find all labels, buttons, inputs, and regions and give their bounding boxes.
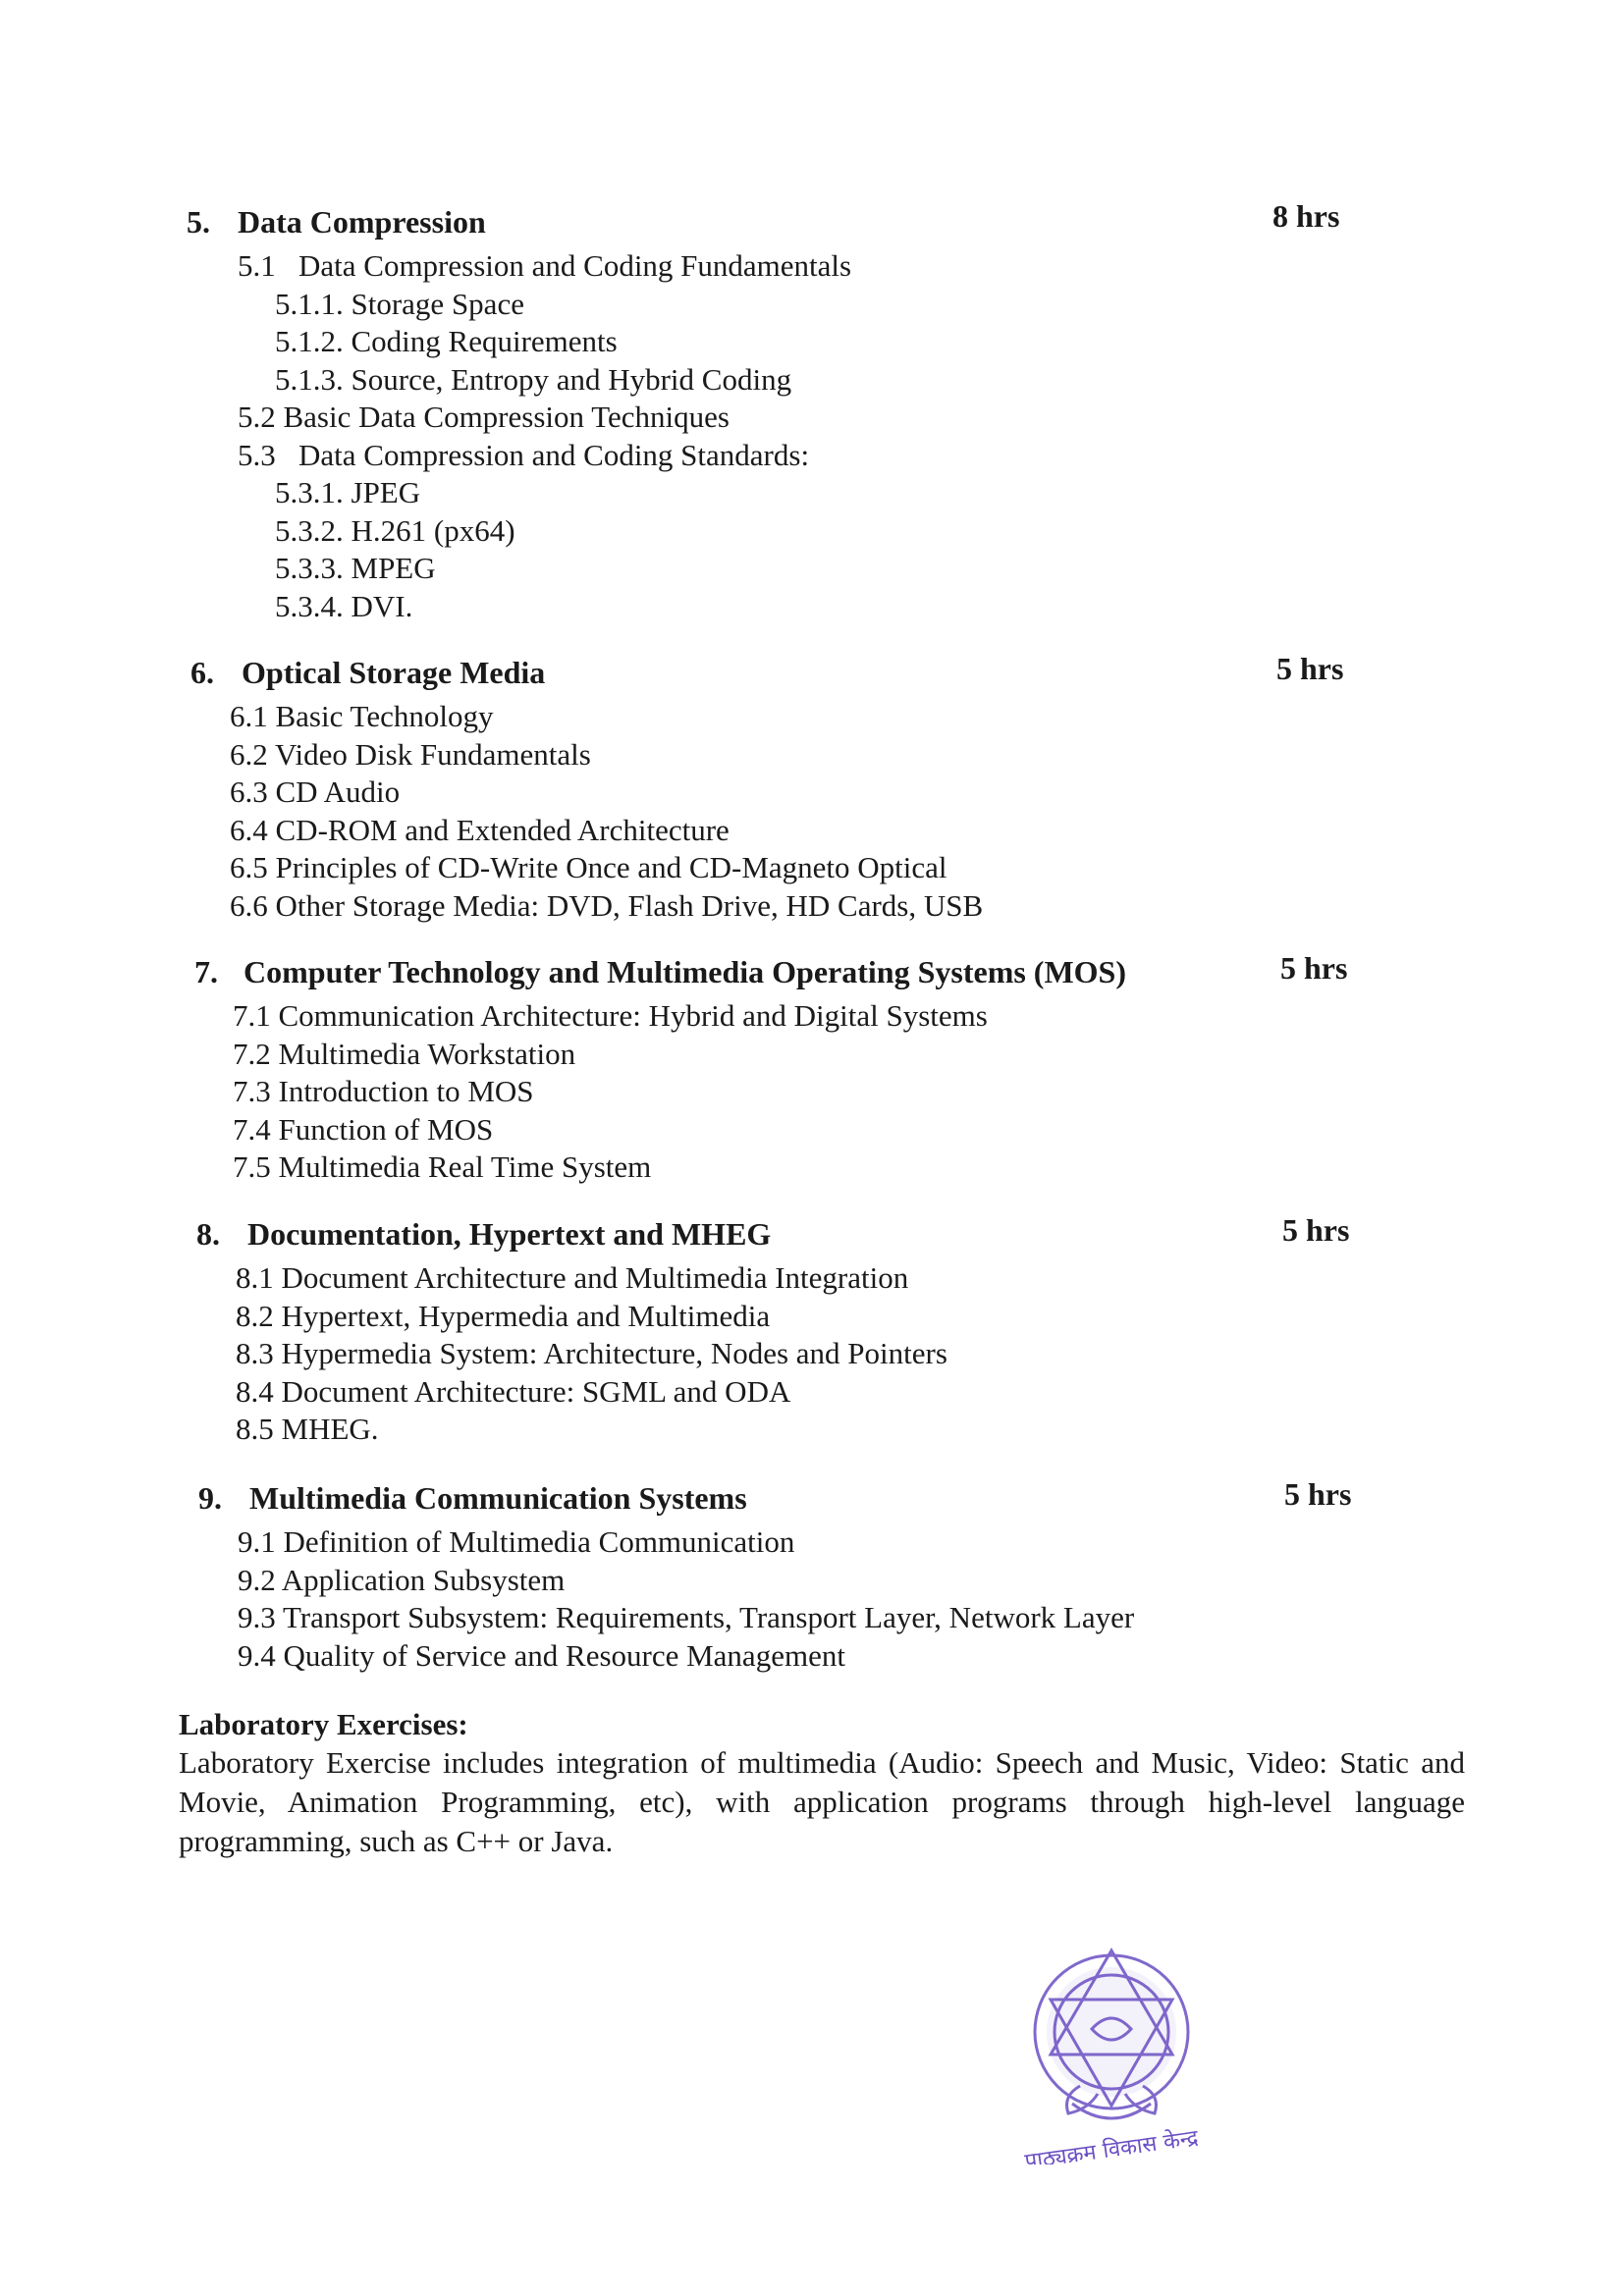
- subtopic-number: 8.1: [236, 1260, 274, 1295]
- subsubtopic: [275, 323, 1623, 361]
- subtopic-list: [0, 997, 1623, 1187]
- subtopic-number: 9.2: [238, 1562, 276, 1597]
- subtopic-text: Hypertext, Hypermedia and Multimedia: [281, 1298, 771, 1333]
- subtopic-text: CD-ROM and Extended Architecture: [275, 812, 730, 847]
- subtopic-list: [0, 698, 1623, 925]
- subtopic-text: MHEG.: [281, 1412, 379, 1446]
- section-hours: 5 hrs: [1276, 651, 1344, 686]
- subtopic-number: 7.1: [233, 998, 271, 1033]
- subtopic: [236, 1373, 1623, 1412]
- subtopic: [233, 1036, 1623, 1074]
- subsubtopic-text: DVI.: [351, 588, 413, 623]
- subtopic: [233, 1148, 1623, 1187]
- subtopic-number: 5.2: [238, 400, 276, 434]
- subtopic-number: 7.5: [233, 1149, 271, 1184]
- subtopic: [238, 1637, 1623, 1676]
- section-number: 6.: [190, 655, 214, 690]
- subtopic: [238, 247, 1623, 286]
- section-number: 7.: [194, 954, 218, 989]
- subtopic-text: Hypermedia System: Architecture, Nodes and Pointers: [281, 1336, 947, 1370]
- laboratory-title: Laboratory Exercises:: [179, 1707, 468, 1741]
- subtopic: [236, 1259, 1623, 1298]
- subtopic: [230, 736, 1623, 774]
- subsubtopic: [275, 286, 1623, 324]
- subtopic-number: 6.1: [230, 699, 268, 733]
- section-hours: 5 hrs: [1280, 950, 1348, 986]
- subsubtopic: [275, 512, 1623, 551]
- subsubtopic: [275, 361, 1623, 400]
- subtopic: [238, 1523, 1623, 1562]
- subtopic-number: 6.6: [230, 887, 268, 923]
- section-9: [0, 1478, 1623, 1675]
- subtopic: [230, 698, 1623, 736]
- section-header: [0, 653, 1623, 698]
- section-header: [0, 1214, 1623, 1259]
- section-5: [0, 198, 1623, 625]
- subtopic: [236, 1335, 1623, 1373]
- subtopic-text: Video Disk Fundamentals: [274, 736, 591, 772]
- section-8: [0, 1214, 1623, 1449]
- subtopic: [236, 1298, 1623, 1336]
- seal-caption: पाठ्यक्रम विकास केन्द्र: [1023, 2125, 1200, 2164]
- subtopic-number: 9.3: [238, 1600, 276, 1634]
- section-title: Optical Storage Media: [242, 655, 546, 690]
- subtopic-number: 6.3: [230, 774, 268, 809]
- subtopic-text: Basic Data Compression Techniques: [283, 400, 730, 434]
- subtopic-number: 7.2: [233, 1036, 271, 1071]
- subtopic-text: Application Subsystem: [281, 1562, 566, 1597]
- subtopic: [238, 1599, 1623, 1637]
- subtopic-text: CD Audio: [275, 774, 401, 809]
- subsubtopic-text: H.261 (px64): [351, 512, 515, 548]
- subtopic: [238, 399, 1623, 437]
- section-7: [0, 952, 1623, 1187]
- section-number: 5.: [187, 204, 210, 240]
- subtopic-text: Definition of Multimedia Communication: [283, 1524, 795, 1559]
- subtopic-text: Document Architecture: SGML and ODA: [281, 1373, 791, 1409]
- section-header: [0, 952, 1623, 997]
- subsubtopic-number: 5.1.3.: [275, 361, 344, 397]
- subtopic: [230, 887, 1623, 926]
- subsubtopic-text: MPEG: [351, 551, 436, 585]
- subsubtopic-text: Storage Space: [351, 286, 524, 321]
- subtopic-list: [0, 1259, 1623, 1449]
- subtopic: [233, 997, 1623, 1036]
- section-title: Data Compression: [238, 204, 486, 240]
- subsubtopic-list: [238, 474, 1623, 625]
- subtopic-number: 8.2: [236, 1298, 274, 1333]
- subsubtopic: [275, 550, 1623, 588]
- subtopic-text: Quality of Service and Resource Management: [283, 1637, 845, 1673]
- section-header: [0, 198, 1623, 247]
- subsubtopic-text: JPEG: [351, 475, 421, 509]
- laboratory-section: [179, 1706, 1465, 1861]
- section-header: [0, 1478, 1623, 1523]
- subsubtopic: [275, 588, 1623, 626]
- section-hours: 5 hrs: [1282, 1212, 1350, 1248]
- subtopic-number: 7.4: [233, 1111, 271, 1147]
- subtopic: [230, 812, 1623, 850]
- subtopic-number: 8.5: [236, 1412, 274, 1446]
- subtopic-text: Multimedia Workstation: [278, 1036, 576, 1071]
- subsubtopic-number: 5.1.2.: [275, 324, 344, 358]
- laboratory-text: Laboratory Exercise includes integration of multimedia (Audio: Speech and Music, Video: Static and Movie, Animation Programming, etc), with application programs through high-level language programming, such as C++ or Java.: [179, 1745, 1465, 1858]
- subtopic-text: Basic Technology: [275, 699, 494, 733]
- subtopic-number: 8.3: [236, 1336, 274, 1370]
- subtopic: [238, 1562, 1623, 1600]
- university-seal: [1001, 1939, 1227, 2164]
- subtopic-text: Principles of CD-Write Once and CD-Magneto Optical: [275, 850, 947, 884]
- subsubtopic: [275, 474, 1623, 512]
- section-title: Multimedia Communication Systems: [249, 1480, 747, 1516]
- subtopic: [230, 849, 1623, 887]
- subsubtopic-number: 5.3.3.: [275, 551, 344, 585]
- subtopic-text: Introduction to MOS: [278, 1074, 534, 1108]
- subtopic-number: 9.1: [238, 1524, 276, 1559]
- subsubtopic-number: 5.3.2.: [275, 512, 344, 548]
- subtopic-number: 6.2: [230, 736, 268, 772]
- subtopic: [233, 1073, 1623, 1111]
- subtopic-number: 6.4: [230, 812, 268, 847]
- subtopic: [230, 774, 1623, 812]
- subtopic-text: Transport Subsystem: Requirements, Transport Layer, Network Layer: [282, 1600, 1135, 1634]
- section-title: Computer Technology and Multimedia Operating Systems (MOS): [243, 954, 1126, 989]
- subtopic-number: 9.4: [238, 1637, 276, 1673]
- subtopic-number: 5.3: [238, 437, 276, 472]
- subtopic: [233, 1111, 1623, 1149]
- subtopic-text: Data Compression and Coding Standards:: [298, 437, 810, 472]
- section-6: [0, 653, 1623, 925]
- subtopic-number: 8.4: [236, 1373, 274, 1409]
- subtopic-list: [0, 1523, 1623, 1675]
- subtopic: [238, 437, 1623, 475]
- subtopic-text: Multimedia Real Time System: [278, 1149, 652, 1184]
- subsubtopic-list: [238, 286, 1623, 400]
- section-hours: 5 hrs: [1284, 1476, 1352, 1512]
- subtopic-number: 7.3: [233, 1074, 271, 1108]
- subsubtopic-text: Source, Entropy and Hybrid Coding: [351, 361, 792, 397]
- subtopic-text: Function of MOS: [278, 1111, 494, 1147]
- subsubtopic-text: Coding Requirements: [351, 324, 618, 358]
- section-number: 9.: [198, 1480, 222, 1516]
- subtopic: [236, 1411, 1623, 1449]
- subsubtopic-number: 5.3.4.: [275, 588, 344, 623]
- subsubtopic-number: 5.3.1.: [275, 475, 344, 509]
- subtopic-text: Document Architecture and Multimedia Integration: [281, 1260, 909, 1295]
- subsubtopic-number: 5.1.1.: [275, 286, 344, 321]
- subtopic-text: Communication Architecture: Hybrid and Digital Systems: [278, 998, 988, 1033]
- section-number: 8.: [196, 1216, 220, 1252]
- subtopic-text: Data Compression and Coding Fundamentals: [298, 248, 852, 283]
- subtopic-text: Other Storage Media: DVD, Flash Drive, HD Cards, USB: [275, 887, 984, 923]
- seal-emblem-icon: [1001, 1939, 1227, 2164]
- section-hours: 8 hrs: [1272, 198, 1340, 234]
- subtopic-list: [0, 247, 1623, 625]
- subtopic-number: 5.1: [238, 248, 276, 283]
- section-title: Documentation, Hypertext and MHEG: [247, 1216, 772, 1252]
- subtopic-number: 6.5: [230, 850, 268, 884]
